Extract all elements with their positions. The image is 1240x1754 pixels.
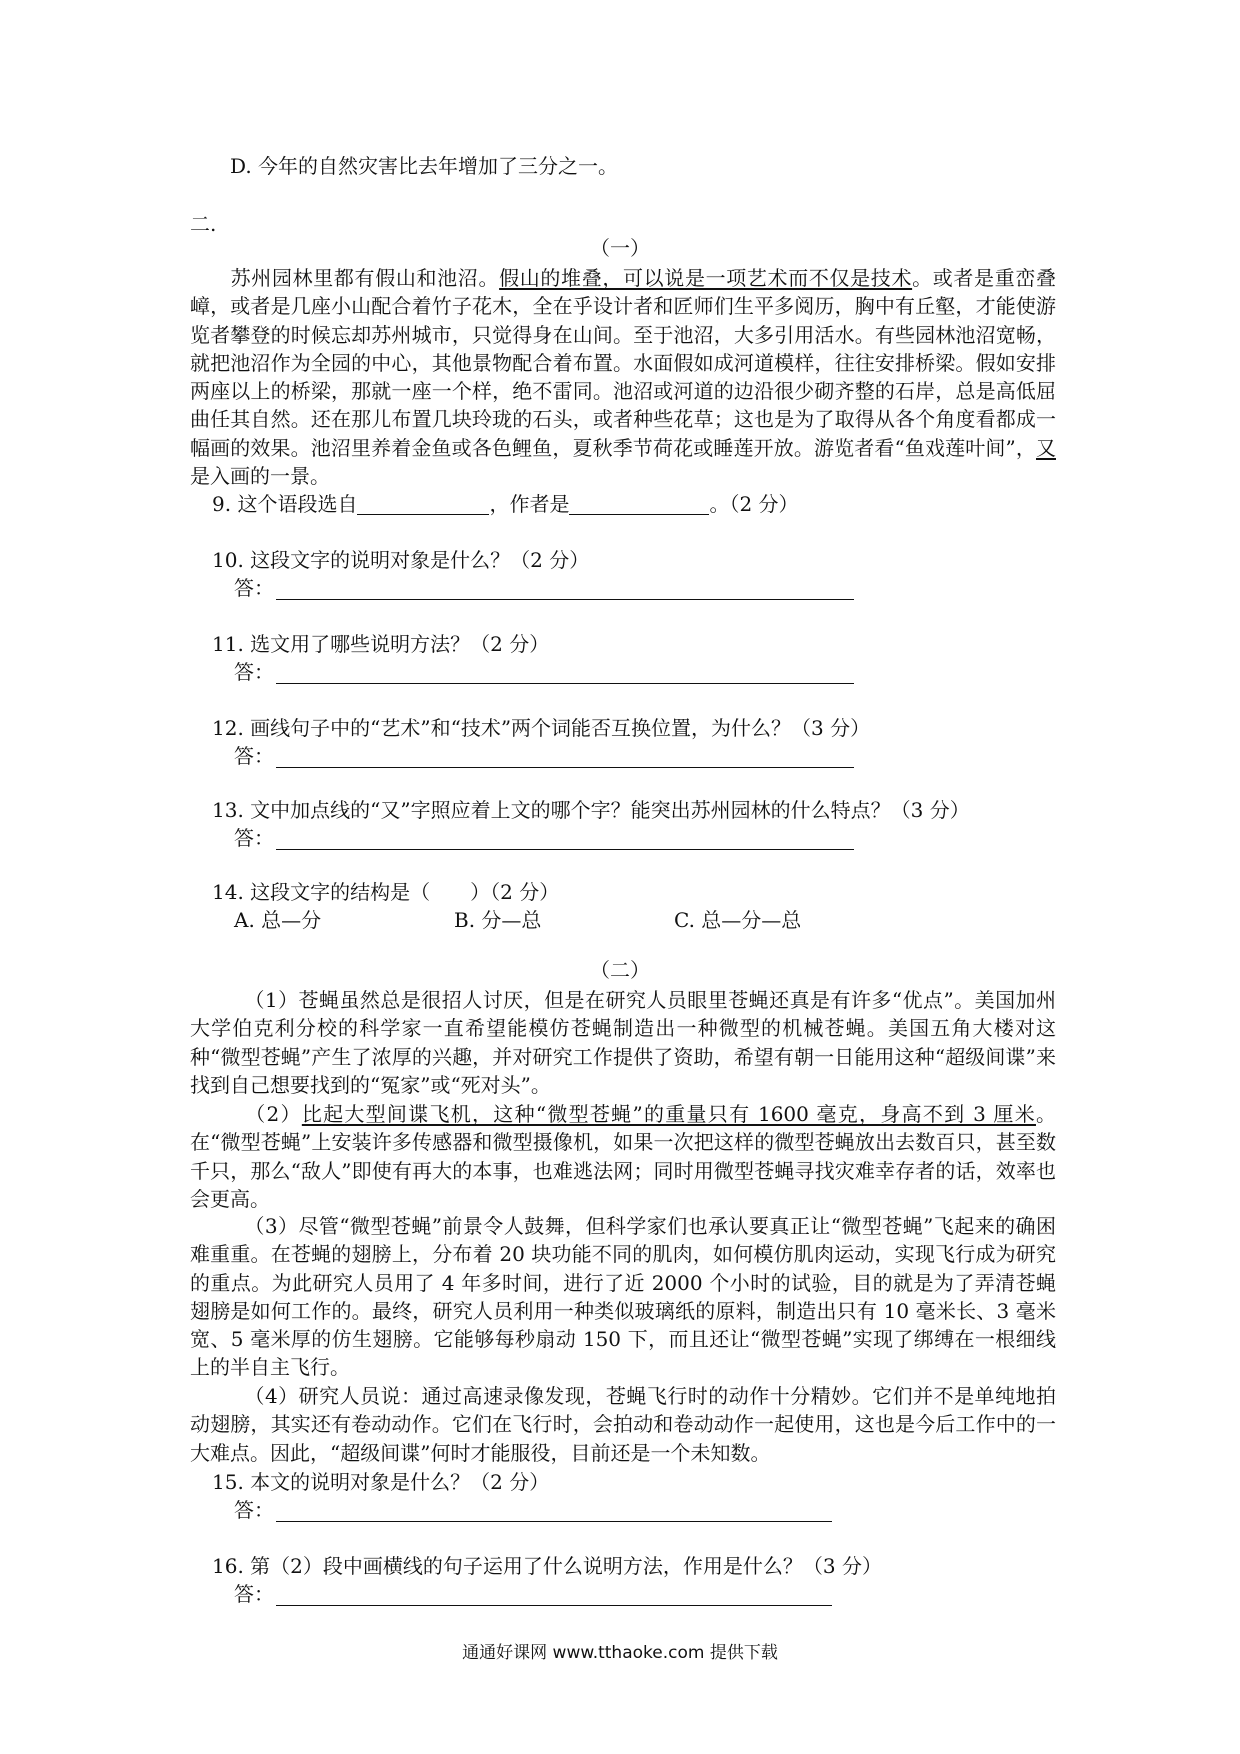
answer-label: 答： — [234, 744, 274, 768]
question-11: 11. 选文用了哪些说明方法？（2 分） — [212, 632, 550, 656]
question-14-option-b[interactable]: B. 分—总 — [454, 908, 542, 932]
question-14-option-a[interactable]: A. 总—分 — [234, 908, 322, 932]
answer-line-15[interactable] — [276, 1520, 832, 1522]
answer-label: 答： — [234, 660, 274, 684]
option-d: D. 今年的自然灾害比去年增加了三分之一。 — [230, 154, 619, 178]
question-9-part-c: 。（2 分） — [709, 492, 799, 516]
passage1-end: 是入画的一景。 — [190, 464, 330, 489]
question-9-part-a: 9. 这个语段选自 — [212, 492, 358, 516]
answer-line-11[interactable] — [276, 682, 854, 684]
question-13: 13. 文中加点线的“又”字照应着上文的哪个字？能突出苏州园林的什么特点？（3 分） — [212, 798, 970, 822]
passage1-heading: （一） — [590, 236, 650, 260]
answer-label: 答： — [234, 1582, 274, 1606]
passage2-underlined-sentence: 比起大型间谍飞机，这种“微型苍蝇”的重量只有 1600 毫克，身高不到 3 厘米 — [301, 1102, 1036, 1126]
passage1-body: 。或者是重峦叠嶂，或者是几座小山配合着竹子花木，全在乎设计者和匠师们生平多阅历，胸中有丘壑，才能使游览者攀登的时候忘却苏州城市，只觉得身在山间。至于池沼，大多引用活水。有些园林池沼宽畅，就把池沼作为全园的中心，其他景物配合着布置。水面假如成河道模样，往往安排桥梁。假如安排两座以上的桥梁，那就一座一个样，绝不雷同。池沼或河道的边沿很少砌齐整的石岸，总是高低屈曲任其自然。还在那儿布置几块玲珑的石头，或者种些花草；这也是为了取得从各个角度看都成一幅画的效果。池沼里养着金鱼或各色鲤鱼，夏秋季节荷花或睡莲开放。游览者看“鱼戏莲叶间”， — [190, 266, 1057, 460]
answer-label: 答： — [234, 826, 274, 850]
section-label: 二. — [190, 212, 217, 236]
question-15: 15. 本文的说明对象是什么？（2 分） — [212, 1470, 550, 1494]
question-9-blank-source[interactable] — [357, 494, 489, 515]
passage2-paragraph-3: （3）尽管“微型苍蝇”前景令人鼓舞，但科学家们也承认要真正让“微型苍蝇”飞起来的确困难重重。在苍蝇的翅膀上，分布着 20 块功能不同的肌肉，如何模仿肌肉运动，实现飞行成为研究的重点。为此研究人员用了 4 年多时间，进行了近 2000 个小时的试验，目的就是为了弄清苍蝇翅膀是如何工作的。最终，研究人员利用一种类似玻璃纸的原料，制造出只有 10 毫米长、3 毫米宽、5 毫米厚的仿生翅膀。它能够每秒扇动 150 下，而且还让“微型苍蝇”实现了绑缚在一根细线上的半自主飞行。 — [190, 1214, 1056, 1380]
question-9-part-b: ，作者是 — [489, 492, 570, 516]
question-10: 10. 这段文字的说明对象是什么？（2 分） — [212, 548, 590, 572]
answer-label: 答： — [234, 1498, 274, 1522]
passage2-paragraph-2 — [190, 1100, 1056, 1213]
question-9 — [212, 490, 799, 518]
passage1-text — [190, 264, 1056, 490]
question-9-blank-author[interactable] — [569, 494, 709, 515]
question-14-option-c[interactable]: C. 总—分—总 — [674, 908, 802, 932]
question-14: 14. 这段文字的结构是（ ）（2 分） — [212, 880, 560, 904]
passage1-underlined-sentence: 假山的堆叠，可以说是一项艺术而不仅是技术 — [499, 266, 913, 290]
passage2-paragraph-1: （1）苍蝇虽然总是很招人讨厌，但是在研究人员眼里苍蝇还真是有许多“优点”。美国加州大学伯克利分校的科学家一直希望能模仿苍蝇制造出一种微型的机械苍蝇。美国五角大楼对这种“微型苍蝇”产生了浓厚的兴趣，并对研究工作提供了资助，希望有朝一日能用这种“超级间谍”来找到自己想要找到的“冤家”或“死对头”。 — [190, 988, 1056, 1097]
answer-line-10[interactable] — [276, 598, 854, 600]
answer-line-13[interactable] — [276, 848, 854, 850]
answer-line-12[interactable] — [276, 766, 854, 768]
passage2-paragraph-4: （4）研究人员说：通过高速录像发现，苍蝇飞行时的动作十分精妙。它们并不是单纯地拍动翅膀，其实还有卷动动作。它们在飞行时，会拍动和卷动动作一起使用，这也是今后工作中的一大难点。因此，“超级间谍”何时才能服役，目前还是一个未知数。 — [190, 1384, 1056, 1465]
answer-line-16[interactable] — [276, 1604, 832, 1606]
question-12: 12. 画线句子中的“艺术”和“技术”两个词能否互换位置，为什么？（3 分） — [212, 716, 871, 740]
passage2-p2-rest: 。在“微型苍蝇”上安装许多传感器和微型摄像机，如果一次把这样的微型苍蝇放出去数百只，甚至数千只，那么“敌人”即使有再大的本事，也难逃法网；同时用微型苍蝇寻找灾难幸存者的话，效率也会更高。 — [190, 1102, 1056, 1211]
passage1-dotted-word: 又 — [1036, 435, 1056, 460]
answer-label: 答： — [234, 576, 274, 600]
passage2-p2-lead: （2） — [244, 1102, 302, 1126]
passage2-heading: （二） — [590, 958, 650, 982]
question-16: 16. 第（2）段中画横线的句子运用了什么说明方法，作用是什么？（3 分） — [212, 1554, 882, 1578]
page-footer: 通通好课网 www.tthaoke.com 提供下载 — [462, 1643, 778, 1663]
passage1-intro: 苏州园林里都有假山和池沼。 — [230, 266, 500, 290]
